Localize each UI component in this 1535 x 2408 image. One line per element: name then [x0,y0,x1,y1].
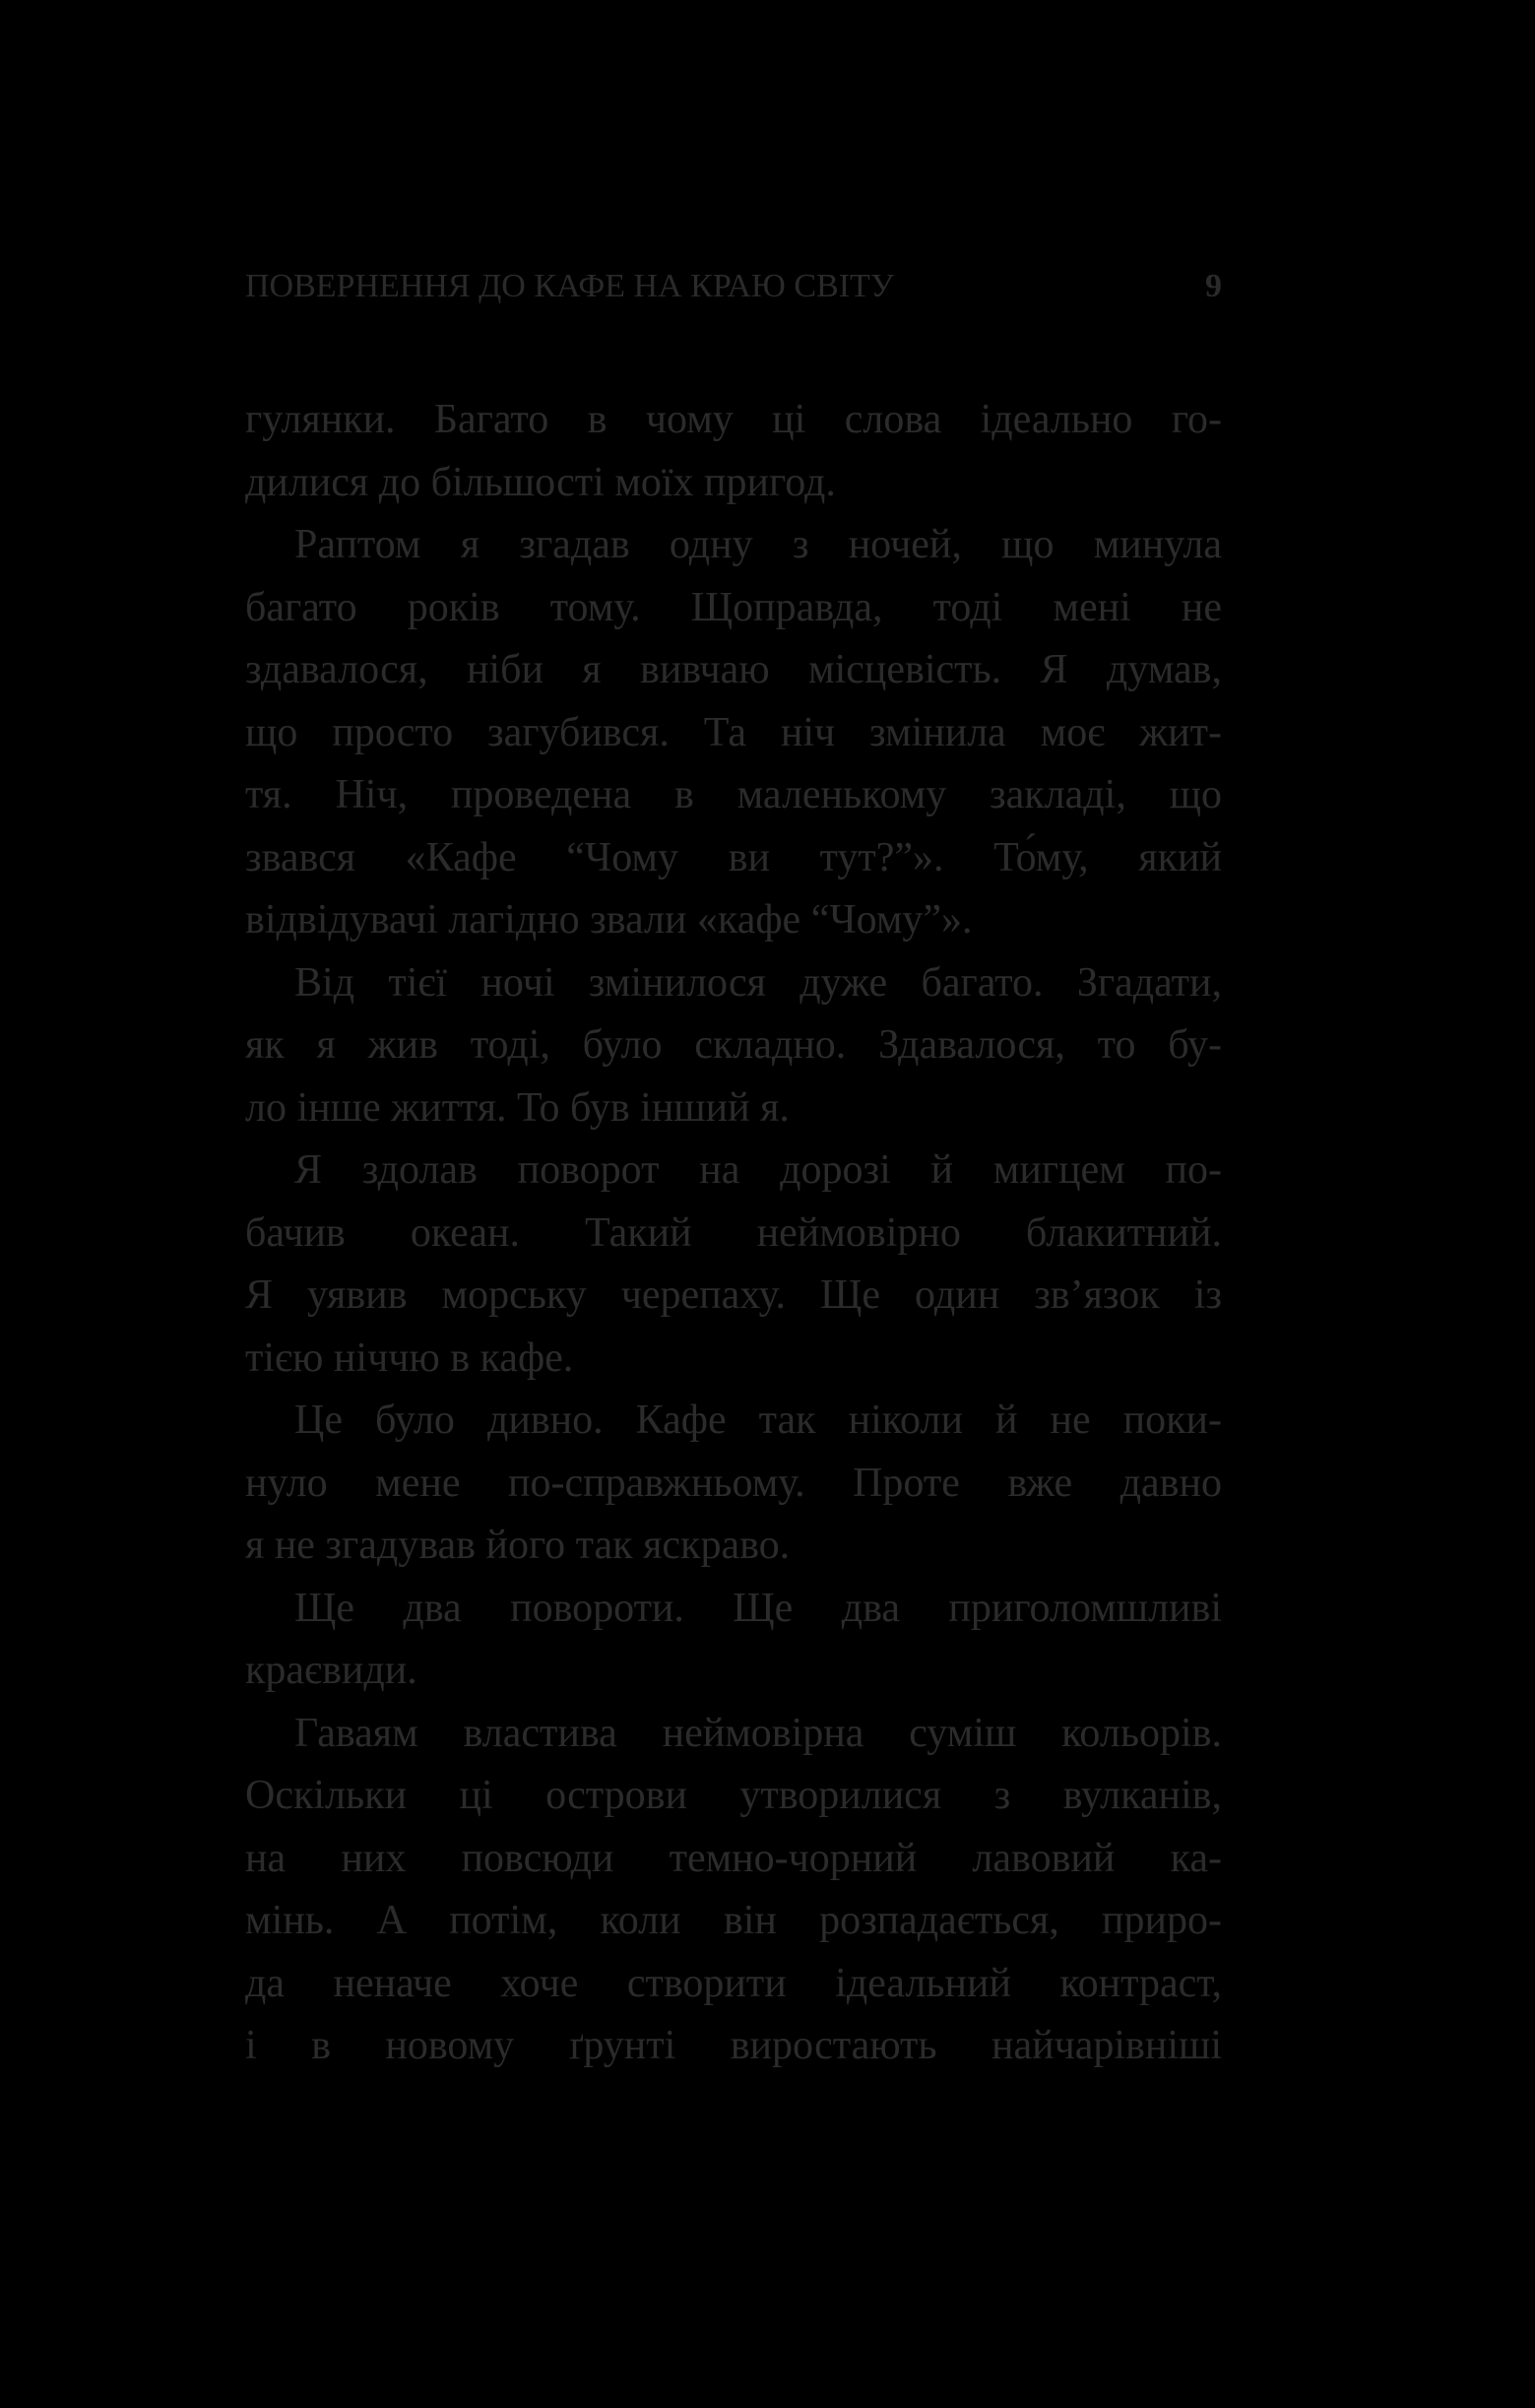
text-line: багато років тому. Щоправда, тоді мені не [245,584,1222,630]
body-text [245,389,1222,2078]
text-line: як я жив тоді, було складно. Здавалося, то бу- [245,1022,1222,1068]
running-header [245,268,1222,317]
text-line: ло інше життя. То був інший я. [245,1084,790,1131]
text-line: краєвиди. [245,1648,417,1693]
paragraph [245,1703,1222,2078]
text-line: нуло мене по-справжньому. Проте вже давно [245,1460,1222,1506]
text-line: мінь. А потім, коли він розпадається, приро- [245,1898,1222,1943]
text-line: Гаваям властива неймовірна суміш кольорів. [294,1710,1222,1756]
text-line: тією ніччю в кафе. [245,1334,574,1381]
text-line: здавалося, ніби я вивчаю місцевість. Я думав, [245,647,1222,692]
text-line: на них повсюди темно-чорний лавовий ка- [245,1835,1222,1881]
paragraph [245,1390,1222,1578]
text-line: Я уявив морську черепаху. Ще один зв’язок із [245,1272,1222,1318]
paragraph [245,952,1222,1140]
text-line: Я здолав поворот на дорозі й мигцем по- [294,1147,1222,1193]
paragraph [245,514,1222,952]
text-line: Оскільки ці острови утворилися з вулканів, [245,1773,1222,1818]
text-line: Ще два повороти. Ще два приголомшливі [294,1585,1222,1631]
text-line: дилися до більшості моїх пригод. [245,459,836,505]
text-line: Раптом я згадав одну з ночей, що минула [294,522,1222,567]
paragraph [245,1139,1222,1390]
text-line: да неначе хоче створити ідеальний контраст, [245,1960,1222,2006]
book-page [245,0,1222,2408]
page-number: 9 [1205,268,1222,304]
text-line: звався «Кафе “Чому ви тут?”». То́му, який [245,834,1222,880]
text-line: я не згадував його так яскраво. [245,1523,791,1568]
text-line: тя. Ніч, проведена в маленькому закладі, що [245,772,1222,817]
text-line: Від тієї ночі змінилося дуже багато. Згадати, [294,959,1222,1006]
text-line: відвідувачі лагідно звали «кафе “Чому”». [245,897,973,943]
paragraph [245,389,1222,514]
running-title: ПОВЕРНЕННЯ ДО КАФЕ НА КРАЮ СВІТУ [245,268,894,304]
paragraph [245,1578,1222,1703]
text-line: гулянки. Багато в чому ці слова ідеально го- [245,397,1222,442]
text-line: бачив океан. Такий неймовірно блакитний. [245,1209,1222,1256]
text-line: Це було дивно. Кафе так ніколи й не поки- [294,1398,1222,1443]
text-line: і в новому ґрунті виростають найчарівніші [245,2023,1222,2068]
text-line: що просто загубився. Та ніч змінила моє жит- [245,709,1222,755]
